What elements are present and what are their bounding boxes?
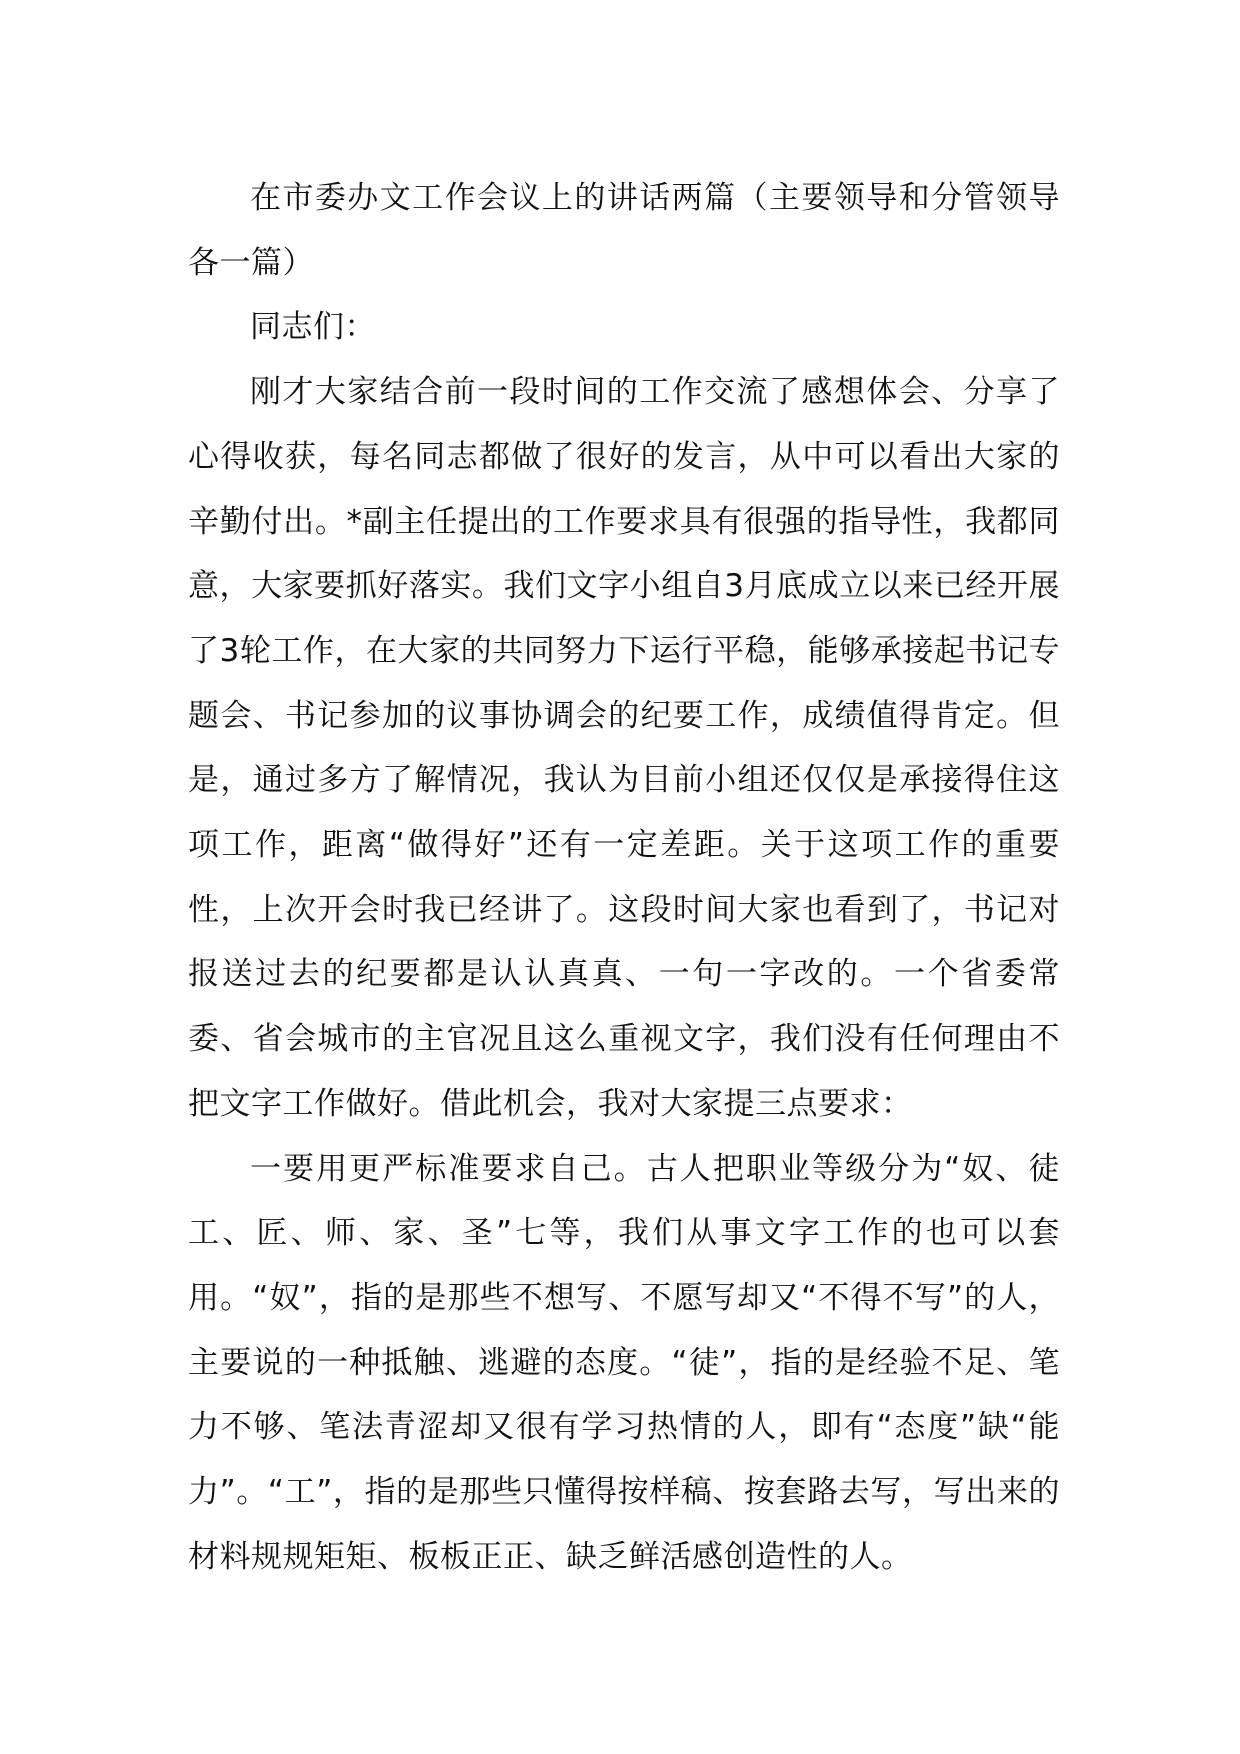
greeting: 同志们：	[250, 309, 376, 346]
paragraph-2: 一要用更严标准要求自己。古人把职业等级分为“奴、徒工、匠、师、家、圣”七等，我们从事文字工作的也可以套用。“奴”，指的是那些不想写、不愿写却又“不得不写”的人，主要说的一种抵触、逃避的态度。“徒”，指的是经验不足、笔力不够、笔法青涩却又很有学习热情的人，即有“态度”缺“能力”。“工”，指的是那些只懂得按样稿、按套路去写，写出来的材料规规矩矩、板板正正、缺乏鲜活感创造性的人。	[188, 1150, 1060, 1575]
paragraph-1: 刚才大家结合前一段时间的工作交流了感想体会、分享了心得收获，每名同志都做了很好的发言，从中可以看出大家的辛勤付出。*副主任提出的工作要求具有很强的指导性，我都同意，大家要抓好落实。我们文字小组自3月底成立以来已经开展了3轮工作，在大家的共同努力下运行平稳，能够承接起书记专题会、书记参加的议事协调会的纪要工作，成绩值得肯定。但是，通过多方了解情况，我认为目前小组还仅仅是承接得住这项工作，距离“做得好”还有一定差距。关于这项工作的重要性，上次开会时我已经讲了。这段时间大家也看到了，书记对报送过去的纪要都是认认真真、一句一字改的。一个省委常委、省会城市的主官况且这么重视文字，我们没有任何理由不把文字工作做好。借此机会，我对大家提三点要求：	[188, 374, 1060, 1122]
document-title: 在市委办文工作会议上的讲话两篇（主要领导和分管领导各一篇）	[188, 180, 1060, 281]
document-body	[188, 166, 1060, 1589]
